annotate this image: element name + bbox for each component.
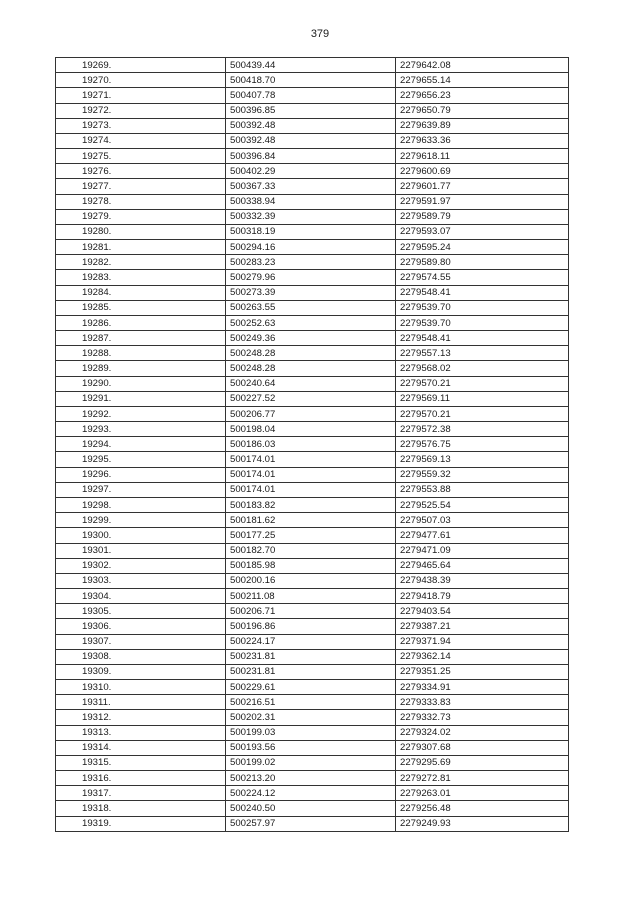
x-coordinate-cell: 500402.29 bbox=[226, 164, 396, 179]
y-coordinate-cell: 2279601.77 bbox=[396, 179, 569, 194]
x-coordinate-cell: 500240.64 bbox=[226, 376, 396, 391]
table-row bbox=[56, 695, 569, 710]
x-coordinate-cell: 500206.71 bbox=[226, 604, 396, 619]
point-number-cell: 19299. bbox=[56, 513, 226, 528]
y-coordinate-cell: 2279656.23 bbox=[396, 88, 569, 103]
y-coordinate-cell: 2279569.13 bbox=[396, 452, 569, 467]
table-row bbox=[56, 740, 569, 755]
y-coordinate-cell: 2279295.69 bbox=[396, 755, 569, 770]
table-row bbox=[56, 771, 569, 786]
y-coordinate-cell: 2279570.21 bbox=[396, 406, 569, 421]
table-row bbox=[56, 315, 569, 330]
table-row bbox=[56, 680, 569, 695]
y-coordinate-cell: 2279362.14 bbox=[396, 649, 569, 664]
table-row bbox=[56, 649, 569, 664]
table-row bbox=[56, 497, 569, 512]
x-coordinate-cell: 500283.23 bbox=[226, 255, 396, 270]
y-coordinate-cell: 2279642.08 bbox=[396, 58, 569, 73]
table-row bbox=[56, 164, 569, 179]
y-coordinate-cell: 2279655.14 bbox=[396, 73, 569, 88]
y-coordinate-cell: 2279548.41 bbox=[396, 331, 569, 346]
point-number-cell: 19283. bbox=[56, 270, 226, 285]
table-row bbox=[56, 755, 569, 770]
y-coordinate-cell: 2279589.80 bbox=[396, 255, 569, 270]
table-row bbox=[56, 543, 569, 558]
table-row bbox=[56, 179, 569, 194]
point-number-cell: 19302. bbox=[56, 558, 226, 573]
y-coordinate-cell: 2279570.21 bbox=[396, 376, 569, 391]
x-coordinate-cell: 500338.94 bbox=[226, 194, 396, 209]
point-number-cell: 19282. bbox=[56, 255, 226, 270]
y-coordinate-cell: 2279324.02 bbox=[396, 725, 569, 740]
x-coordinate-cell: 500257.97 bbox=[226, 816, 396, 831]
y-coordinate-cell: 2279263.01 bbox=[396, 786, 569, 801]
table-row bbox=[56, 240, 569, 255]
x-coordinate-cell: 500248.28 bbox=[226, 346, 396, 361]
x-coordinate-cell: 500199.03 bbox=[226, 725, 396, 740]
x-coordinate-cell: 500202.31 bbox=[226, 710, 396, 725]
y-coordinate-cell: 2279593.07 bbox=[396, 224, 569, 239]
table-row bbox=[56, 270, 569, 285]
table-row bbox=[56, 422, 569, 437]
y-coordinate-cell: 2279569.11 bbox=[396, 391, 569, 406]
table-row bbox=[56, 634, 569, 649]
point-number-cell: 19275. bbox=[56, 149, 226, 164]
point-number-cell: 19269. bbox=[56, 58, 226, 73]
y-coordinate-cell: 2279539.70 bbox=[396, 300, 569, 315]
x-coordinate-cell: 500279.96 bbox=[226, 270, 396, 285]
x-coordinate-cell: 500407.78 bbox=[226, 88, 396, 103]
table-row bbox=[56, 346, 569, 361]
table-row bbox=[56, 528, 569, 543]
y-coordinate-cell: 2279471.09 bbox=[396, 543, 569, 558]
y-coordinate-cell: 2279465.64 bbox=[396, 558, 569, 573]
y-coordinate-cell: 2279332.73 bbox=[396, 710, 569, 725]
x-coordinate-cell: 500200.16 bbox=[226, 573, 396, 588]
x-coordinate-cell: 500174.01 bbox=[226, 452, 396, 467]
point-number-cell: 19297. bbox=[56, 482, 226, 497]
table-row bbox=[56, 467, 569, 482]
point-number-cell: 19304. bbox=[56, 589, 226, 604]
point-number-cell: 19281. bbox=[56, 240, 226, 255]
point-number-cell: 19317. bbox=[56, 786, 226, 801]
x-coordinate-cell: 500193.56 bbox=[226, 740, 396, 755]
point-number-cell: 19306. bbox=[56, 619, 226, 634]
table-row bbox=[56, 103, 569, 118]
y-coordinate-cell: 2279351.25 bbox=[396, 664, 569, 679]
y-coordinate-cell: 2279477.61 bbox=[396, 528, 569, 543]
point-number-cell: 19285. bbox=[56, 300, 226, 315]
table-row bbox=[56, 133, 569, 148]
point-number-cell: 19303. bbox=[56, 573, 226, 588]
x-coordinate-cell: 500186.03 bbox=[226, 437, 396, 452]
x-coordinate-cell: 500418.70 bbox=[226, 73, 396, 88]
x-coordinate-cell: 500185.98 bbox=[226, 558, 396, 573]
table-row bbox=[56, 513, 569, 528]
point-number-cell: 19276. bbox=[56, 164, 226, 179]
table-row bbox=[56, 619, 569, 634]
point-number-cell: 19294. bbox=[56, 437, 226, 452]
x-coordinate-cell: 500182.70 bbox=[226, 543, 396, 558]
y-coordinate-cell: 2279333.83 bbox=[396, 695, 569, 710]
x-coordinate-cell: 500229.61 bbox=[226, 680, 396, 695]
point-number-cell: 19292. bbox=[56, 406, 226, 421]
x-coordinate-cell: 500294.16 bbox=[226, 240, 396, 255]
point-number-cell: 19311. bbox=[56, 695, 226, 710]
x-coordinate-cell: 500216.51 bbox=[226, 695, 396, 710]
x-coordinate-cell: 500396.85 bbox=[226, 103, 396, 118]
point-number-cell: 19277. bbox=[56, 179, 226, 194]
coordinates-table bbox=[55, 57, 569, 832]
y-coordinate-cell: 2279548.41 bbox=[396, 285, 569, 300]
point-number-cell: 19286. bbox=[56, 315, 226, 330]
x-coordinate-cell: 500174.01 bbox=[226, 467, 396, 482]
y-coordinate-cell: 2279568.02 bbox=[396, 361, 569, 376]
y-coordinate-cell: 2279387.21 bbox=[396, 619, 569, 634]
point-number-cell: 19290. bbox=[56, 376, 226, 391]
point-number-cell: 19295. bbox=[56, 452, 226, 467]
point-number-cell: 19279. bbox=[56, 209, 226, 224]
table-row bbox=[56, 118, 569, 133]
x-coordinate-cell: 500392.48 bbox=[226, 133, 396, 148]
y-coordinate-cell: 2279438.39 bbox=[396, 573, 569, 588]
point-number-cell: 19284. bbox=[56, 285, 226, 300]
x-coordinate-cell: 500196.86 bbox=[226, 619, 396, 634]
x-coordinate-cell: 500199.02 bbox=[226, 755, 396, 770]
point-number-cell: 19313. bbox=[56, 725, 226, 740]
y-coordinate-cell: 2279633.36 bbox=[396, 133, 569, 148]
x-coordinate-cell: 500252.63 bbox=[226, 315, 396, 330]
table-row bbox=[56, 88, 569, 103]
y-coordinate-cell: 2279591.97 bbox=[396, 194, 569, 209]
point-number-cell: 19274. bbox=[56, 133, 226, 148]
table-row bbox=[56, 376, 569, 391]
x-coordinate-cell: 500263.55 bbox=[226, 300, 396, 315]
y-coordinate-cell: 2279600.69 bbox=[396, 164, 569, 179]
x-coordinate-cell: 500177.25 bbox=[226, 528, 396, 543]
table-row bbox=[56, 452, 569, 467]
table-row bbox=[56, 149, 569, 164]
y-coordinate-cell: 2279574.55 bbox=[396, 270, 569, 285]
y-coordinate-cell: 2279539.70 bbox=[396, 315, 569, 330]
y-coordinate-cell: 2279418.79 bbox=[396, 589, 569, 604]
table-row bbox=[56, 58, 569, 73]
point-number-cell: 19272. bbox=[56, 103, 226, 118]
point-number-cell: 19287. bbox=[56, 331, 226, 346]
point-number-cell: 19298. bbox=[56, 497, 226, 512]
x-coordinate-cell: 500396.84 bbox=[226, 149, 396, 164]
point-number-cell: 19278. bbox=[56, 194, 226, 209]
point-number-cell: 19312. bbox=[56, 710, 226, 725]
x-coordinate-cell: 500240.50 bbox=[226, 801, 396, 816]
table-row bbox=[56, 437, 569, 452]
y-coordinate-cell: 2279639.89 bbox=[396, 118, 569, 133]
y-coordinate-cell: 2279572.38 bbox=[396, 422, 569, 437]
point-number-cell: 19319. bbox=[56, 816, 226, 831]
y-coordinate-cell: 2279618.11 bbox=[396, 149, 569, 164]
point-number-cell: 19300. bbox=[56, 528, 226, 543]
table-row bbox=[56, 73, 569, 88]
table-row bbox=[56, 361, 569, 376]
point-number-cell: 19288. bbox=[56, 346, 226, 361]
x-coordinate-cell: 500183.82 bbox=[226, 497, 396, 512]
point-number-cell: 19271. bbox=[56, 88, 226, 103]
point-number-cell: 19305. bbox=[56, 604, 226, 619]
table-row bbox=[56, 300, 569, 315]
table-row bbox=[56, 801, 569, 816]
x-coordinate-cell: 500174.01 bbox=[226, 482, 396, 497]
point-number-cell: 19273. bbox=[56, 118, 226, 133]
y-coordinate-cell: 2279371.94 bbox=[396, 634, 569, 649]
table-row bbox=[56, 710, 569, 725]
x-coordinate-cell: 500213.20 bbox=[226, 771, 396, 786]
x-coordinate-cell: 500332.39 bbox=[226, 209, 396, 224]
y-coordinate-cell: 2279403.54 bbox=[396, 604, 569, 619]
y-coordinate-cell: 2279507.03 bbox=[396, 513, 569, 528]
table-row bbox=[56, 406, 569, 421]
y-coordinate-cell: 2279559.32 bbox=[396, 467, 569, 482]
page-number: 379 bbox=[310, 28, 330, 40]
table-row bbox=[56, 482, 569, 497]
point-number-cell: 19291. bbox=[56, 391, 226, 406]
table-row bbox=[56, 285, 569, 300]
x-coordinate-cell: 500224.12 bbox=[226, 786, 396, 801]
x-coordinate-cell: 500211.08 bbox=[226, 589, 396, 604]
point-number-cell: 19270. bbox=[56, 73, 226, 88]
x-coordinate-cell: 500198.04 bbox=[226, 422, 396, 437]
table-row bbox=[56, 391, 569, 406]
y-coordinate-cell: 2279595.24 bbox=[396, 240, 569, 255]
x-coordinate-cell: 500181.62 bbox=[226, 513, 396, 528]
x-coordinate-cell: 500227.52 bbox=[226, 391, 396, 406]
table-row bbox=[56, 224, 569, 239]
table-row bbox=[56, 786, 569, 801]
point-number-cell: 19318. bbox=[56, 801, 226, 816]
y-coordinate-cell: 2279307.68 bbox=[396, 740, 569, 755]
x-coordinate-cell: 500248.28 bbox=[226, 361, 396, 376]
point-number-cell: 19289. bbox=[56, 361, 226, 376]
point-number-cell: 19280. bbox=[56, 224, 226, 239]
x-coordinate-cell: 500231.81 bbox=[226, 649, 396, 664]
point-number-cell: 19314. bbox=[56, 740, 226, 755]
y-coordinate-cell: 2279249.93 bbox=[396, 816, 569, 831]
point-number-cell: 19315. bbox=[56, 755, 226, 770]
y-coordinate-cell: 2279557.13 bbox=[396, 346, 569, 361]
y-coordinate-cell: 2279334.91 bbox=[396, 680, 569, 695]
y-coordinate-cell: 2279272.81 bbox=[396, 771, 569, 786]
x-coordinate-cell: 500439.44 bbox=[226, 58, 396, 73]
y-coordinate-cell: 2279650.79 bbox=[396, 103, 569, 118]
x-coordinate-cell: 500249.36 bbox=[226, 331, 396, 346]
x-coordinate-cell: 500367.33 bbox=[226, 179, 396, 194]
point-number-cell: 19307. bbox=[56, 634, 226, 649]
coordinates-table-body bbox=[56, 58, 569, 832]
table-row bbox=[56, 604, 569, 619]
x-coordinate-cell: 500224.17 bbox=[226, 634, 396, 649]
point-number-cell: 19310. bbox=[56, 680, 226, 695]
x-coordinate-cell: 500231.81 bbox=[226, 664, 396, 679]
x-coordinate-cell: 500206.77 bbox=[226, 406, 396, 421]
y-coordinate-cell: 2279553.88 bbox=[396, 482, 569, 497]
point-number-cell: 19296. bbox=[56, 467, 226, 482]
table-row bbox=[56, 725, 569, 740]
point-number-cell: 19308. bbox=[56, 649, 226, 664]
table-row bbox=[56, 255, 569, 270]
x-coordinate-cell: 500392.48 bbox=[226, 118, 396, 133]
table-row bbox=[56, 816, 569, 831]
table-row bbox=[56, 664, 569, 679]
x-coordinate-cell: 500318.19 bbox=[226, 224, 396, 239]
table-row bbox=[56, 194, 569, 209]
point-number-cell: 19316. bbox=[56, 771, 226, 786]
point-number-cell: 19293. bbox=[56, 422, 226, 437]
table-row bbox=[56, 573, 569, 588]
point-number-cell: 19309. bbox=[56, 664, 226, 679]
table-row bbox=[56, 331, 569, 346]
x-coordinate-cell: 500273.39 bbox=[226, 285, 396, 300]
y-coordinate-cell: 2279525.54 bbox=[396, 497, 569, 512]
y-coordinate-cell: 2279256.48 bbox=[396, 801, 569, 816]
y-coordinate-cell: 2279589.79 bbox=[396, 209, 569, 224]
table-row bbox=[56, 558, 569, 573]
table-row bbox=[56, 209, 569, 224]
y-coordinate-cell: 2279576.75 bbox=[396, 437, 569, 452]
point-number-cell: 19301. bbox=[56, 543, 226, 558]
table-row bbox=[56, 589, 569, 604]
